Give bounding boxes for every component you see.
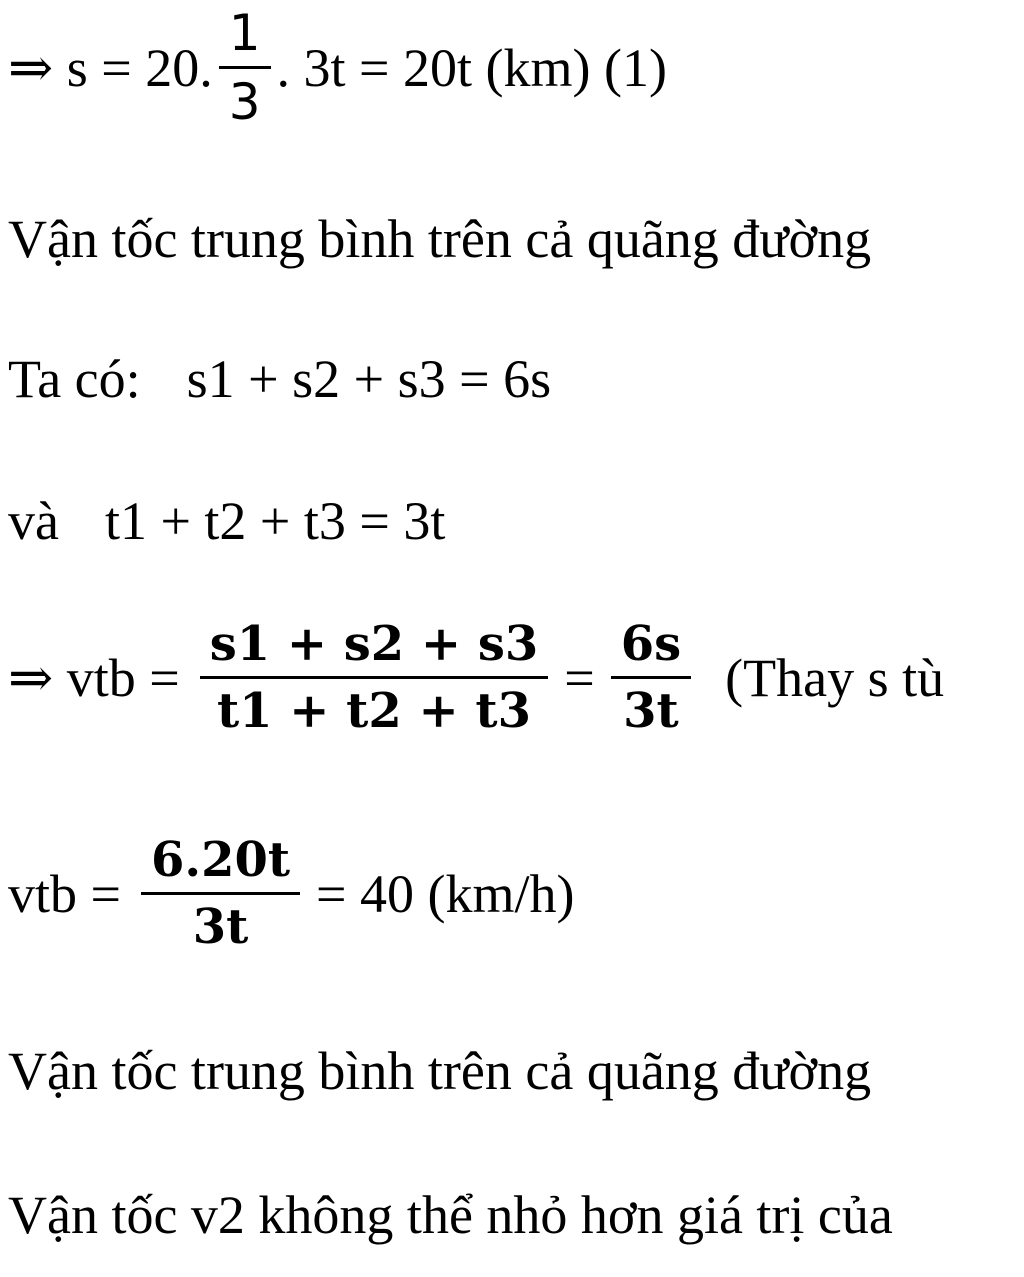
fraction-numerator: s1 + s2 + s3 — [209, 616, 539, 672]
equation-prefix: vtb = — [8, 863, 121, 924]
text-line-average-speed-1 — [8, 209, 872, 269]
equation-prefix: ⇒ s = 20. — [8, 37, 213, 98]
equation-suffix: . 3t = 20t (km) (1) — [276, 37, 667, 98]
fraction-6-20t-over-3t — [141, 832, 300, 955]
fraction-numerator: 6s — [620, 616, 682, 672]
fraction-denominator: 3t — [623, 683, 679, 739]
text-content: Vận tốc v2 không thể nhỏ hơn giá trị của — [8, 1185, 893, 1245]
fraction-denominator: t1 + t2 + t3 — [216, 683, 531, 739]
equals-sign: = — [564, 647, 595, 708]
equation-sum-distance — [8, 349, 552, 409]
label-va: và — [8, 491, 59, 551]
equation-text: t1 + t2 + t3 = 3t — [104, 491, 446, 551]
fraction-denominator: 3t — [192, 899, 249, 955]
fraction-s-over-t — [200, 616, 549, 739]
fraction-numerator: 1 — [228, 4, 261, 62]
label-ta-co: Ta có: — [8, 349, 141, 409]
fraction-denominator: 3 — [228, 73, 261, 131]
equation-distance — [8, 4, 667, 131]
equation-text: s1 + s2 + s3 = 6s — [186, 349, 552, 409]
fraction-one-third — [219, 4, 271, 131]
equation-suffix: = 40 (km/h) — [316, 863, 575, 924]
text-line-average-speed-2 — [8, 1041, 872, 1101]
text-content: Vận tốc trung bình trên cả quãng đường — [8, 209, 872, 269]
equation-note: (Thay s tù — [725, 647, 945, 708]
equation-vtb-value — [8, 832, 575, 955]
text-content: Vận tốc trung bình trên cả quãng đường — [8, 1041, 872, 1101]
fraction-numerator: 6.20t — [150, 832, 291, 888]
fraction-6s-over-3t — [611, 616, 691, 739]
equation-vtb-general — [8, 616, 945, 739]
equation-sum-time — [8, 491, 446, 551]
equation-prefix: ⇒ vtb = — [8, 647, 180, 708]
text-line-v2 — [8, 1185, 893, 1245]
